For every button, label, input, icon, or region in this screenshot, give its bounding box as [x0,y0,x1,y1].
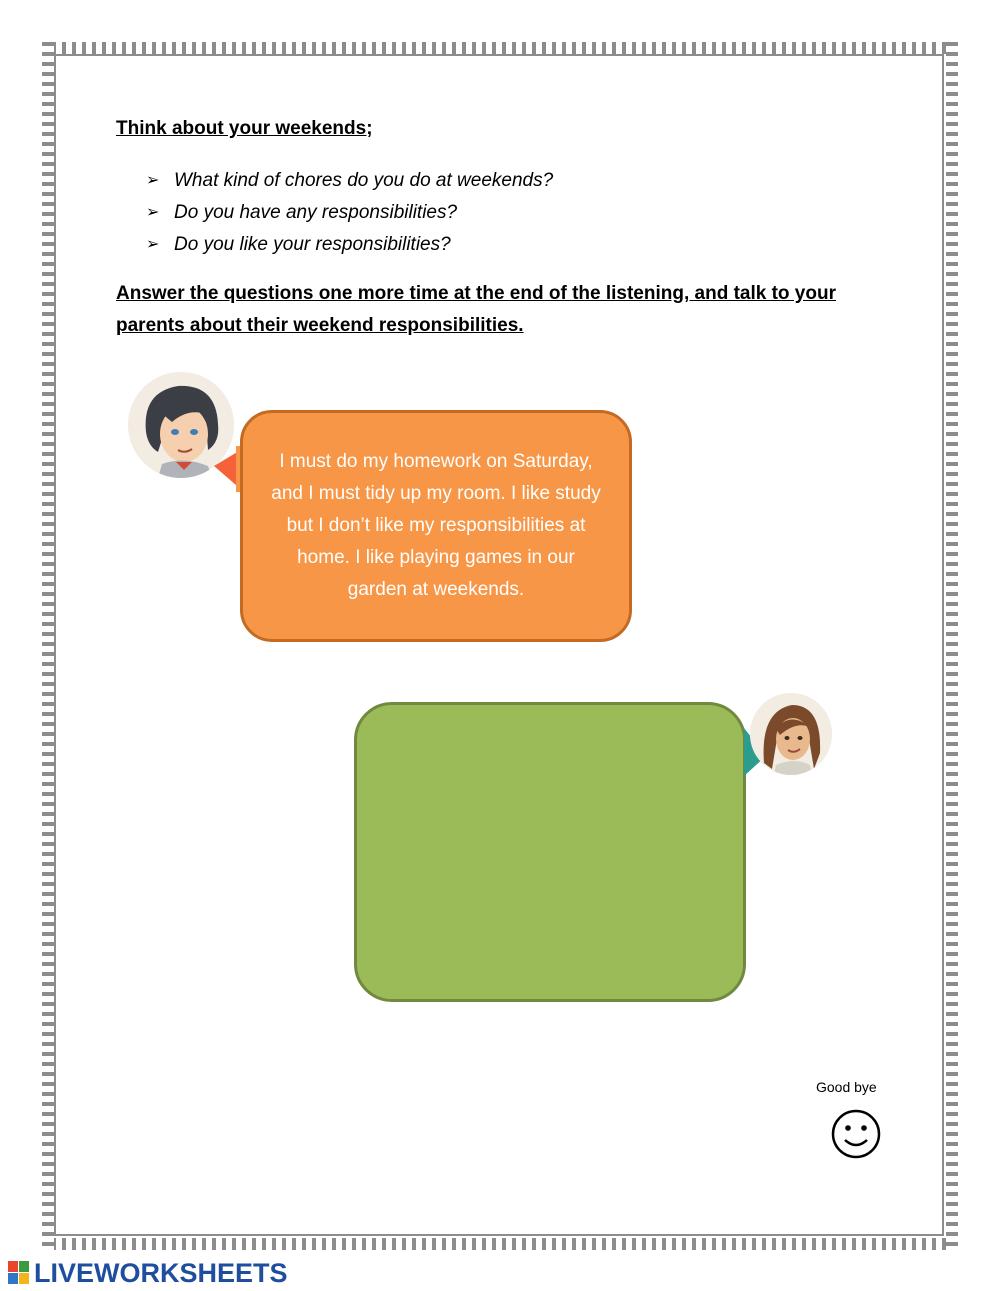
question-text: What kind of chores do you do at weekends? [174,170,554,191]
list-item [146,229,553,261]
woman-avatar [750,693,832,775]
speech-bubble-answer-box[interactable] [354,702,746,1002]
logo-text: LIVEWORKSHEETS [34,1257,288,1288]
logo-blocks-icon [8,1261,30,1285]
question-text: Do you have any responsibilities? [174,202,458,223]
page-border-bottom [42,1238,958,1250]
liveworksheets-logo[interactable] [8,1258,288,1288]
question-list [146,165,553,261]
goodbye-text: Good bye [816,1079,877,1095]
arrow-bullet-icon: ➢ [146,236,160,253]
instruction-text: Answer the questions one more time at the end of the listening, and talk to your parents about their weekend responsibilities. [116,283,836,336]
page-border-top [42,42,958,54]
woman-face-icon [750,693,832,775]
worksheet-heading: Think about your weekends; [116,118,373,139]
speech-bubble-text: I must do my homework on Saturday, and I must tidy up my room. I like study but I don’t like my responsibilities at home. I like playing games in our garden at weekends. [271,451,601,600]
list-item [146,197,553,229]
smiley-face-icon [830,1108,882,1160]
question-text: Do you like your responsibilities? [174,234,451,255]
page-border-right [946,42,958,1250]
arrow-bullet-icon: ➢ [146,172,160,189]
list-item [146,165,553,197]
page-border-left [42,42,54,1250]
speech-bubble-orange [240,410,632,642]
arrow-bullet-icon: ➢ [146,204,160,221]
